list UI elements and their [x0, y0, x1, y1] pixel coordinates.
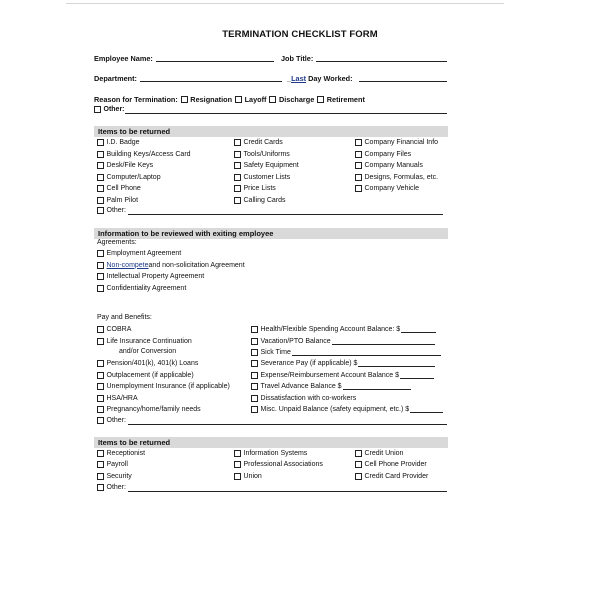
list-item[interactable] — [251, 338, 435, 345]
checkbox[interactable] — [97, 273, 104, 280]
checkbox[interactable] — [97, 250, 104, 257]
last-day-field[interactable] — [359, 81, 447, 82]
checkbox[interactable] — [97, 139, 104, 146]
list-item[interactable] — [97, 383, 230, 390]
list-item[interactable] — [234, 174, 290, 181]
item-label: Misc. Unpaid Balance (safety equipment, etc.) $ — [260, 406, 410, 413]
item-label: Expense/Reimbursement Account Balance $ — [260, 371, 400, 379]
item-label: I.D. Badge — [106, 139, 140, 146]
checkbox[interactable] — [251, 326, 258, 333]
item-label: Outplacement (if applicable) — [106, 371, 194, 379]
list-item[interactable] — [97, 262, 245, 269]
list-item[interactable] — [97, 473, 132, 480]
checkbox[interactable] — [234, 185, 241, 192]
item-label: COBRA — [106, 326, 132, 333]
reason-retirement-checkbox[interactable] — [317, 96, 324, 103]
reason-retirement-label: Retirement — [326, 95, 365, 104]
item-label: Union — [243, 472, 262, 480]
pay-other-field[interactable] — [128, 424, 447, 425]
job-title-field[interactable] — [316, 61, 447, 62]
list-item[interactable] — [234, 139, 283, 146]
item-label: Life Insurance Continuation — [106, 337, 192, 345]
list-item[interactable] — [97, 197, 138, 204]
item-label: Travel Advance Balance $ — [260, 383, 342, 390]
list-item[interactable] — [251, 383, 411, 390]
checkbox[interactable] — [355, 151, 362, 158]
checkbox[interactable] — [97, 372, 104, 379]
list-item[interactable] — [97, 406, 201, 413]
item-label: Payroll — [106, 461, 128, 468]
item-label: Palm Pilot — [106, 196, 139, 204]
list-item[interactable] — [251, 349, 441, 356]
other-label: Other: — [106, 417, 126, 424]
last-day-rest: Day Worked: — [306, 74, 353, 83]
reason-resignation-label: Resignation — [190, 95, 233, 104]
pay-other — [97, 417, 126, 424]
list-item[interactable] — [355, 450, 403, 457]
list-item[interactable] — [97, 338, 192, 345]
reason-layoff-label: Layoff — [244, 95, 267, 104]
list-item[interactable] — [251, 360, 435, 367]
reason-other-field[interactable] — [125, 113, 447, 114]
item-label: Safety Equipment — [243, 162, 299, 169]
list-item[interactable] — [355, 461, 427, 468]
item-label: Computer/Laptop — [106, 173, 161, 181]
list-item[interactable] — [355, 174, 438, 181]
item-label: Dissatisfaction with co-workers — [260, 394, 357, 402]
life-insurance-continuation: and/or Conversion — [119, 348, 177, 355]
item-label: Severance Pay (if applicable) $ — [260, 360, 358, 367]
checkbox[interactable] — [251, 372, 258, 379]
department-label: Department: — [94, 74, 137, 83]
employee-name-label: Employee Name: — [94, 54, 153, 63]
checkbox[interactable] — [97, 473, 104, 480]
list-item[interactable] — [234, 162, 299, 169]
section-items-returned-header — [94, 126, 448, 137]
section-review-header — [94, 228, 448, 239]
list-item[interactable] — [97, 139, 140, 146]
checkbox[interactable] — [355, 174, 362, 181]
item-label: Health/Flexible Spending Account Balance: $ — [260, 326, 401, 333]
amount-field[interactable] — [343, 383, 411, 390]
item-label: Tools/Uniforms — [243, 150, 290, 158]
amount-field[interactable] — [332, 338, 435, 345]
list-item[interactable] — [251, 326, 436, 333]
list-item[interactable] — [355, 185, 419, 192]
reason-other-label: Other: — [103, 106, 125, 113]
list-item[interactable] — [355, 473, 428, 480]
list-item[interactable] — [97, 151, 191, 158]
list-item[interactable] — [251, 372, 434, 379]
checkbox[interactable] — [97, 151, 104, 158]
checkbox[interactable] — [355, 461, 362, 468]
checkbox[interactable] — [97, 417, 104, 424]
item-label: Credit Card Provider — [364, 472, 429, 480]
checkbox[interactable] — [97, 285, 104, 292]
item-label: Price Lists — [243, 185, 276, 192]
item-label: Building Keys/Access Card — [106, 150, 191, 158]
last-day-link[interactable]: Last — [291, 74, 307, 83]
checkbox[interactable] — [251, 338, 258, 345]
checkbox[interactable] — [234, 461, 241, 468]
list-item[interactable] — [97, 395, 138, 402]
list-item[interactable] — [97, 185, 141, 192]
checkbox[interactable] — [234, 162, 241, 169]
item-label: Unemployment Insurance (if applicable) — [106, 383, 230, 390]
checkbox[interactable] — [234, 174, 241, 181]
checkbox[interactable] — [97, 207, 104, 214]
department-field[interactable] — [140, 81, 282, 82]
checkbox[interactable] — [234, 197, 241, 204]
item-label: Designs, Formulas, etc. — [364, 173, 439, 181]
checkbox[interactable] — [97, 162, 104, 169]
employee-name-field[interactable] — [156, 61, 274, 62]
checkbox[interactable] — [97, 338, 104, 345]
item-label: Confidentiality Agreement — [106, 284, 187, 292]
checkbox[interactable] — [251, 406, 258, 413]
item-label: Credit Union — [364, 449, 404, 457]
list-item[interactable] — [234, 461, 323, 468]
item-label: Credit Cards — [243, 139, 283, 146]
other-label: Other: — [106, 207, 126, 214]
item-label: Desk/File Keys — [106, 162, 154, 169]
item-label: Receptionist — [106, 449, 146, 457]
job-title-label: Job Title: — [281, 54, 314, 63]
reason-layoff-checkbox[interactable] — [235, 96, 242, 103]
noncompete-link[interactable]: Non-compete — [106, 261, 149, 269]
other-label: Other: — [106, 484, 126, 491]
item-label: Company Vehicle — [364, 185, 419, 192]
amount-field[interactable] — [292, 349, 441, 356]
checkbox[interactable] — [234, 473, 241, 480]
last-day-prefix: _ — [287, 74, 292, 83]
list-item[interactable] — [97, 461, 128, 468]
items-other — [97, 207, 126, 214]
checkbox[interactable] — [97, 197, 104, 204]
list-item[interactable] — [97, 326, 131, 333]
item-label: Customer Lists — [243, 173, 291, 181]
item-label: Information Systems — [243, 449, 308, 457]
list-item[interactable] — [97, 162, 153, 169]
page-top-border — [66, 3, 504, 4]
item-label: Sick Time — [260, 349, 291, 356]
checkbox[interactable] — [251, 383, 258, 390]
item-label: Vacation/PTO Balance — [260, 337, 331, 345]
list-item[interactable] — [355, 139, 438, 146]
list-item[interactable] — [234, 473, 262, 480]
item-label: Professional Associations — [243, 461, 323, 468]
checkbox[interactable] — [251, 360, 258, 367]
checkbox[interactable] — [97, 450, 104, 457]
amount-field[interactable] — [401, 326, 436, 333]
checkbox[interactable] — [251, 349, 258, 356]
agreements-label: Agreements: — [97, 239, 137, 246]
list-item[interactable] — [97, 174, 161, 181]
item-label: and non-solicitation Agreement — [148, 261, 245, 269]
reason-other-checkbox[interactable] — [94, 106, 101, 113]
list-item[interactable] — [355, 151, 411, 158]
checkbox[interactable] — [355, 139, 362, 146]
checkbox[interactable] — [355, 185, 362, 192]
list-item[interactable] — [234, 197, 286, 204]
section-header-label: Items to be returned — [98, 127, 171, 136]
checkbox[interactable] — [97, 326, 104, 333]
list-item[interactable] — [97, 273, 204, 280]
item-label: Intellectual Property Agreement — [106, 273, 205, 280]
list-item[interactable] — [234, 151, 290, 158]
checkbox[interactable] — [234, 139, 241, 146]
list-item[interactable] — [97, 372, 194, 379]
checkbox[interactable] — [355, 450, 362, 457]
page-title: TERMINATION CHECKLIST FORM — [222, 29, 378, 40]
checkbox[interactable] — [97, 461, 104, 468]
item-label: Company Files — [364, 150, 412, 158]
item-label: Pension/401(k), 401(k) Loans — [106, 360, 199, 367]
item-label: Company Manuals — [364, 162, 423, 169]
item-label: Employment Agreement — [106, 250, 182, 257]
section-header-label: Items to be returned — [98, 438, 171, 447]
reason-label: Reason for Termination: — [94, 95, 178, 104]
checkbox[interactable] — [251, 395, 258, 402]
list-item[interactable] — [234, 450, 307, 457]
checkbox[interactable] — [355, 162, 362, 169]
checkbox[interactable] — [97, 262, 104, 269]
section-items-returned-2-header — [94, 437, 448, 448]
item-label: Cell Phone Provider — [364, 461, 427, 468]
checkbox[interactable] — [97, 360, 104, 367]
checkbox[interactable] — [97, 484, 104, 491]
amount-field[interactable] — [358, 360, 435, 367]
amount-field[interactable] — [400, 372, 434, 379]
item-label: Company Financial Info — [364, 139, 439, 146]
item-label: Pregnancy/home/family needs — [106, 406, 201, 413]
reason-discharge-checkbox[interactable] — [269, 96, 276, 103]
checkbox[interactable] — [97, 395, 104, 402]
last-day-label — [287, 74, 353, 83]
reason-resignation-checkbox[interactable] — [181, 96, 188, 103]
contacts-other — [97, 484, 126, 491]
list-item[interactable] — [355, 162, 423, 169]
reason-discharge-label: Discharge — [278, 95, 315, 104]
contacts-other-field[interactable] — [128, 491, 447, 492]
items-other-field[interactable] — [128, 214, 443, 215]
list-item[interactable] — [251, 395, 356, 402]
checkbox[interactable] — [355, 473, 362, 480]
checkbox[interactable] — [97, 174, 104, 181]
checkbox[interactable] — [234, 450, 241, 457]
item-label: Security — [106, 472, 132, 480]
checkbox[interactable] — [97, 383, 104, 390]
checkbox[interactable] — [234, 151, 241, 158]
list-item[interactable] — [97, 450, 145, 457]
list-item[interactable] — [97, 360, 198, 367]
checkbox[interactable] — [97, 406, 104, 413]
amount-field[interactable] — [410, 406, 443, 413]
item-label: Cell Phone — [106, 185, 141, 192]
section-header-label: Information to be reviewed with exiting employee — [98, 229, 274, 238]
list-item[interactable] — [251, 406, 443, 413]
list-item[interactable] — [97, 250, 181, 257]
item-label: HSA/HRA — [106, 394, 138, 402]
item-label: Calling Cards — [243, 196, 286, 204]
checkbox[interactable] — [97, 185, 104, 192]
reason-other — [94, 106, 125, 113]
pay-benefits-label: Pay and Benefits: — [97, 314, 152, 321]
list-item[interactable] — [234, 185, 276, 192]
termination-reasons — [94, 95, 365, 104]
list-item[interactable] — [97, 285, 186, 292]
